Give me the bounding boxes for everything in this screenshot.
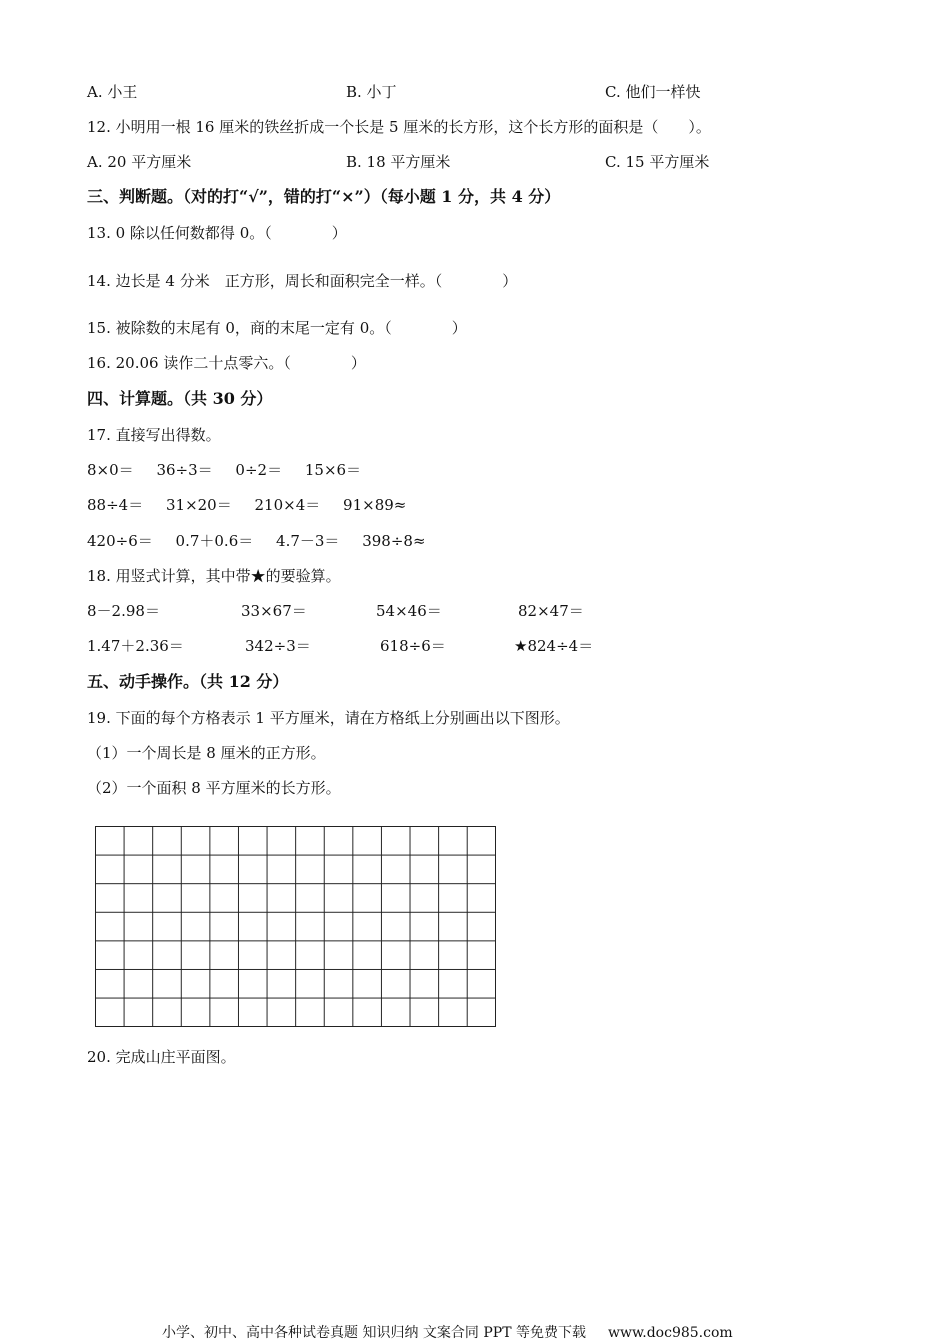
q17-item: 8×0＝ [87, 461, 134, 479]
q12-option-c: C. 15 平方厘米 [605, 153, 710, 171]
q14-question: 14. 边长是 4 分米 正方形，周长和面积完全一样。（ ） [87, 272, 518, 290]
square-grid-paper [95, 826, 496, 1027]
q17-row-3 [87, 531, 444, 551]
section4-heading: 四、计算题。（共 30 分） [87, 389, 273, 408]
q17-title: 17. 直接写出得数。 [87, 426, 221, 444]
q17-item: 15×6＝ [304, 461, 362, 479]
q13-question: 13. 0 除以任何数都得 0。（ ） [87, 224, 347, 242]
q17-item: 0÷2＝ [235, 461, 283, 479]
footer-text: 小学、初中、高中各种试卷真题 知识归纳 文案合同 PPT 等免费下载 [162, 1325, 586, 1341]
q18-item: 82×47＝ [518, 602, 584, 620]
q19-part-2: （2）一个面积 8 平方厘米的长方形。 [87, 779, 341, 797]
q18-item: 54×46＝ [376, 602, 442, 620]
q17-item: 398÷8≈ [362, 532, 426, 550]
q17-item: 91×89≈ [343, 496, 407, 514]
q19-title: 19. 下面的每个方格表示 1 平方厘米，请在方格纸上分别画出以下图形。 [87, 709, 570, 727]
q15-question: 15. 被除数的末尾有 0，商的末尾一定有 0。（ ） [87, 319, 467, 337]
q17-row-1 [87, 460, 379, 480]
section3-heading: 三、判断题。（对的打“√”，错的打“×”）（每小题 1 分，共 4 分） [87, 187, 561, 206]
q11-option-a: A. 小王 [87, 83, 138, 101]
page-footer [162, 1324, 733, 1342]
q17-item: 210×4＝ [254, 496, 321, 514]
q12-question: 12. 小明用一根 16 厘米的铁丝折成一个长是 5 厘米的长方形，这个长方形的面积是（ ）。 [87, 118, 711, 136]
q18-item: 342÷3＝ [245, 637, 311, 655]
q18-item: ★824÷4＝ [514, 637, 594, 655]
q16-question: 16. 20.06 读作二十点零六。（ ） [87, 354, 366, 372]
q17-item: 31×20＝ [165, 496, 232, 514]
q18-title: 18. 用竖式计算，其中带★的要验算。 [87, 567, 341, 585]
footer-site: www.doc985.com [607, 1325, 733, 1341]
q17-item: 0.7＋0.6＝ [175, 532, 254, 550]
q17-item: 420÷6＝ [87, 532, 153, 550]
q17-row-2 [87, 495, 424, 515]
q18-item: 618÷6＝ [380, 637, 446, 655]
q12-option-a: A. 20 平方厘米 [87, 153, 192, 171]
q18-item: 1.47＋2.36＝ [87, 637, 184, 655]
section5-heading: 五、动手操作。（共 12 分） [87, 672, 289, 691]
q17-item: 36÷3＝ [156, 461, 213, 479]
q18-item: 33×67＝ [241, 602, 307, 620]
q17-item: 88÷4＝ [87, 496, 144, 514]
q18-item: 8－2.98＝ [87, 602, 160, 620]
q11-option-b: B. 小丁 [346, 83, 397, 101]
q12-option-b: B. 18 平方厘米 [346, 153, 451, 171]
q19-part-1: （1）一个周长是 8 厘米的正方形。 [87, 744, 326, 762]
q11-option-c: C. 他们一样快 [605, 83, 701, 101]
q20-title: 20. 完成山庄平面图。 [87, 1048, 236, 1066]
q17-item: 4.7－3＝ [276, 532, 340, 550]
